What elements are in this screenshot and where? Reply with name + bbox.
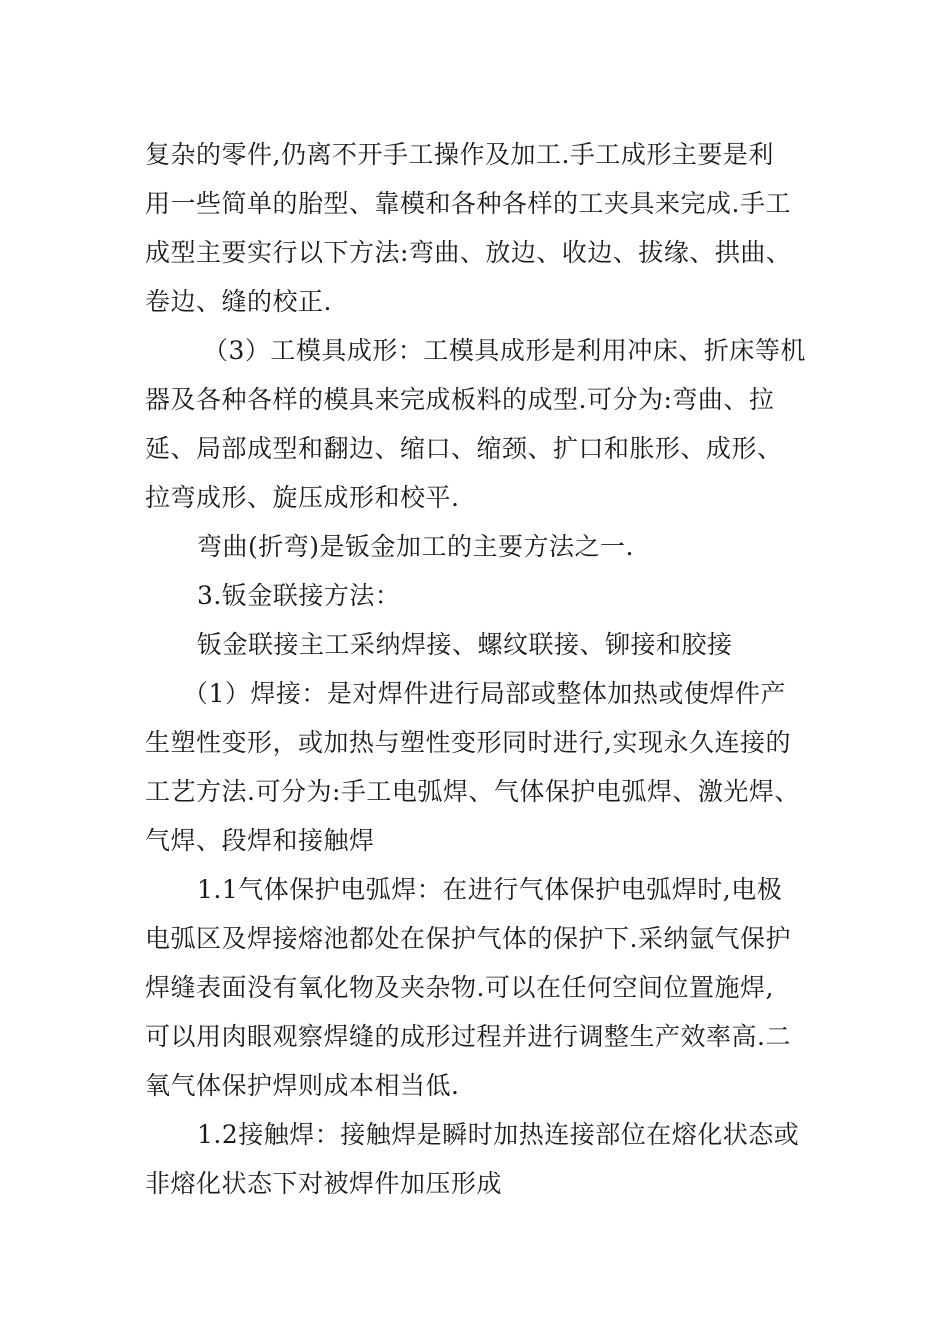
text-line: （1）焊接：是对焊件进行局部或整体加热或使焊件产 <box>183 679 786 708</box>
text-line: 1.2接触焊：接触焊是瞬时加热连接部位在熔化状态或 <box>197 1120 800 1149</box>
text-line: 弯曲(折弯)是钣金加工的主要方法之一. <box>197 532 634 561</box>
text-line: 延、局部成型和翻边、缩口、缩颈、扩口和胀形、成形、 <box>145 434 783 463</box>
text-line: 拉弯成形、旋压成形和校平. <box>145 483 460 512</box>
text-line: 电弧区及焊接熔池都处在保护气体的保护下.采纳氩气保护 <box>145 924 791 953</box>
body-text <box>145 130 815 1208</box>
text-line: 气焊、段焊和接触焊 <box>145 826 375 855</box>
text-line: 成型主要实行以下方法:弯曲、放边、收边、拔缘、拱曲、 <box>145 238 792 267</box>
text-line: 卷边、缝的校正. <box>145 287 332 316</box>
text-line: 焊缝表面没有氧化物及夹杂物.可以在任何空间位置施焊, <box>145 973 774 1002</box>
text-line: 氧气体保护焊则成本相当低. <box>145 1071 460 1100</box>
text-line: 用一些简单的胎型、靠模和各种各样的工夹具来完成.手工 <box>145 189 791 218</box>
text-line: 可以用肉眼观察焊缝的成形过程并进行调整生产效率高.二 <box>145 1022 791 1051</box>
text-line: 非熔化状态下对被焊件加压形成 <box>145 1169 503 1198</box>
text-line: 器及各种各样的模具来完成板料的成型.可分为:弯曲、拉 <box>145 385 775 414</box>
text-line: （3）工模具成形：工模具成形是利用冲床、折床等机 <box>203 336 806 365</box>
section-heading: 3.钣金联接方法： <box>197 581 401 610</box>
text-line: 钣金联接主工采纳焊接、螺纹联接、铆接和胶接 <box>197 630 733 659</box>
text-line: 生塑性变形，或加热与塑性变形同时进行,实现永久连接的 <box>145 728 791 757</box>
text-line: 工艺方法.可分为:手工电弧焊、气体保护电弧焊、激光焊、 <box>145 777 800 806</box>
text-line: 复杂的零件,仍离不开手工操作及加工.手工成形主要是利 <box>145 140 774 169</box>
text-line: 1.1气体保护电弧焊：在进行气体保护电弧焊时,电极 <box>197 875 783 904</box>
